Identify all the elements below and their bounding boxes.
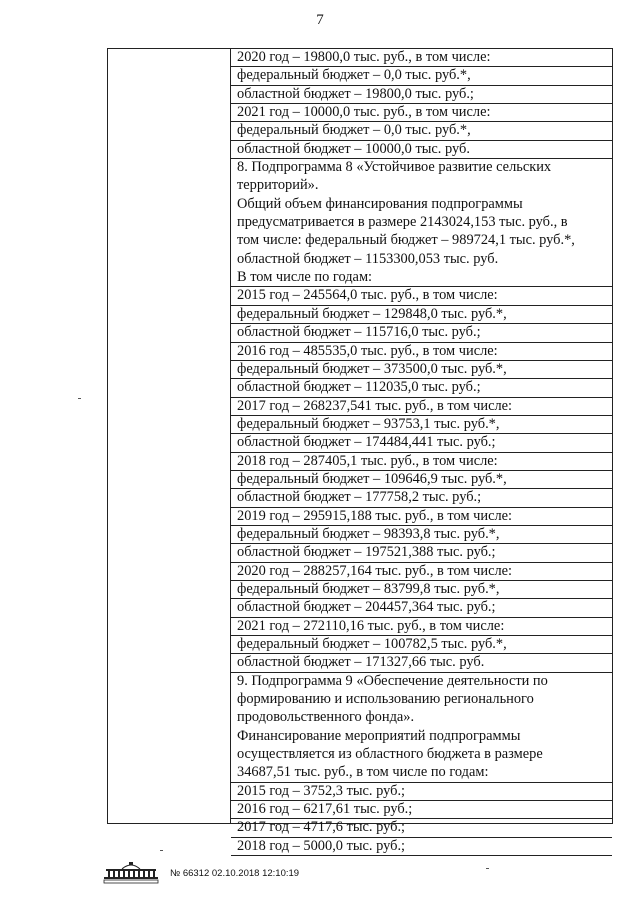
scan-artifact	[486, 868, 489, 869]
table-text-line: 2019 год – 295915,188 тыс. руб., в том числе:	[231, 508, 612, 526]
table-text-line: 2020 год – 19800,0 тыс. руб., в том числе:	[231, 49, 612, 67]
table-text-line: областной бюджет – 112035,0 тыс. руб.;	[231, 379, 612, 397]
table-text-line: федеральный бюджет – 109646,9 тыс. руб.*,	[231, 471, 612, 489]
table-text-line: осуществляется из областного бюджета в размере	[237, 746, 543, 763]
table-text-line: областной бюджет – 19800,0 тыс. руб.;	[231, 86, 612, 104]
table-text-line: 2017 год – 268237,541 тыс. руб., в том числе:	[231, 398, 612, 416]
table-text-line: областной бюджет – 1153300,053 тыс. руб.	[237, 250, 499, 267]
table-text-line: 2015 год – 3752,3 тыс. руб.;	[231, 783, 612, 801]
scan-artifact	[160, 850, 163, 851]
table-text-line: федеральный бюджет – 0,0 тыс. руб.*,	[231, 122, 612, 140]
budget-table	[107, 48, 613, 854]
table-text-line: областной бюджет – 171327,66 тыс. руб.	[231, 654, 612, 672]
table-text-line: 9. Подпрограмма 9 «Обеспечение деятельности по	[237, 672, 548, 689]
funding-text-cell	[231, 49, 612, 854]
table-text-line: 2018 год – 5000,0 тыс. руб.;	[231, 838, 612, 856]
table-text-line: Финансирование мероприятий подпрограммы	[237, 727, 521, 744]
page-number: 7	[316, 12, 324, 28]
table-text-line: том числе: федеральный бюджет – 989724,1 тыс. руб.*,	[237, 232, 575, 249]
table-text-line: федеральный бюджет – 93753,1 тыс. руб.*,	[231, 416, 612, 434]
table-text-line: 2018 год – 287405,1 тыс. руб., в том числе:	[231, 453, 612, 471]
table-text-line: областной бюджет – 177758,2 тыс. руб.;	[231, 489, 612, 507]
registry-seal-icon	[100, 860, 162, 884]
table-text-line: областной бюджет – 115716,0 тыс. руб.;	[231, 324, 612, 342]
table-text-line: продовольственного фонда».	[237, 709, 415, 726]
table-text-line: 2021 год – 10000,0 тыс. руб., в том числе:	[231, 104, 612, 122]
table-text-line: 2016 год – 6217,61 тыс. руб.;	[231, 801, 612, 819]
table-text-line: Общий объем финансирования подпрограммы	[237, 195, 523, 212]
table-text-line: федеральный бюджет – 98393,8 тыс. руб.*,	[231, 526, 612, 544]
table-text-line: областной бюджет – 10000,0 тыс. руб.	[231, 141, 612, 159]
table-text-line: формированию и использованию регионального	[237, 691, 534, 708]
table-text-line: федеральный бюджет – 129848,0 тыс. руб.*,	[231, 306, 612, 324]
table-text-line: предусматривается в размере 2143024,153 тыс. руб., в	[237, 214, 568, 231]
table-text-line: областной бюджет – 174484,441 тыс. руб.;	[231, 434, 612, 452]
table-text-line: 34687,51 тыс. руб., в том числе по годам:	[231, 764, 612, 782]
table-text-line: 2016 год – 485535,0 тыс. руб., в том числе:	[231, 343, 612, 361]
table-text-line: федеральный бюджет – 0,0 тыс. руб.*,	[231, 67, 612, 85]
table-text-line: областной бюджет – 197521,388 тыс. руб.;	[231, 544, 612, 562]
table-text-line: территорий».	[237, 177, 319, 194]
scan-artifact	[78, 398, 81, 399]
table-text-line: федеральный бюджет – 373500,0 тыс. руб.*,	[231, 361, 612, 379]
table-text-line: 8. Подпрограмма 8 «Устойчивое развитие сельских	[237, 159, 552, 176]
registration-stamp: № 66312 02.10.2018 12:10:19	[170, 868, 300, 879]
table-text-line: федеральный бюджет – 100782,5 тыс. руб.*,	[231, 636, 612, 654]
table-text-line: 2020 год – 288257,164 тыс. руб., в том числе:	[231, 563, 612, 581]
table-text-line: 2017 год – 4717,6 тыс. руб.;	[231, 819, 612, 837]
table-text-line: областной бюджет – 204457,364 тыс. руб.;	[231, 599, 612, 617]
table-text-line: 2015 год – 245564,0 тыс. руб., в том числе:	[231, 287, 612, 305]
table-text-line: В том числе по годам:	[231, 269, 612, 287]
table-text-line: 2021 год – 272110,16 тыс. руб., в том числе:	[231, 618, 612, 636]
table-text-line: федеральный бюджет – 83799,8 тыс. руб.*,	[231, 581, 612, 599]
